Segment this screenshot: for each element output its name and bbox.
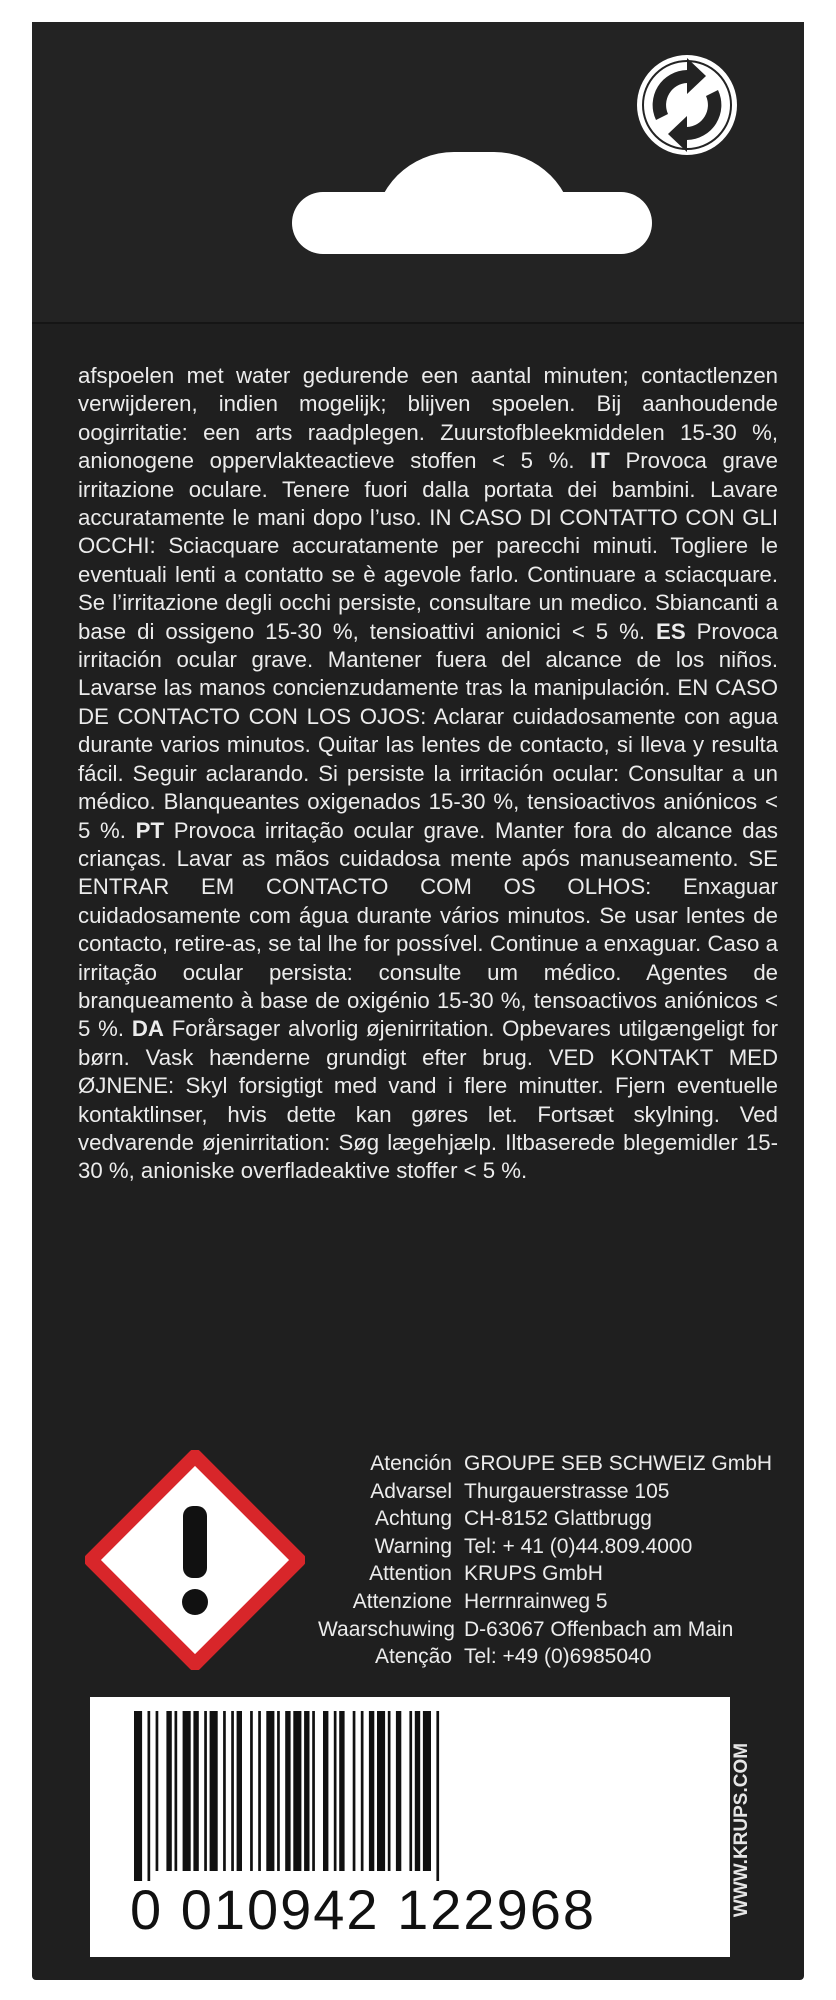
barcode-bar (415, 1711, 420, 1871)
contact-row (318, 1560, 778, 1588)
website-url (722, 1705, 762, 1955)
barcode-bar (210, 1711, 218, 1871)
barcode-bar (293, 1711, 301, 1871)
contact-row (318, 1450, 778, 1478)
contact-row (318, 1533, 778, 1561)
barcode-bar (334, 1711, 337, 1871)
barcode-bar (423, 1711, 431, 1871)
barcode-bar (436, 1711, 439, 1881)
contact-value: CH-8152 Glattbrugg (464, 1507, 652, 1531)
barcode-bar (369, 1711, 374, 1871)
barcode-bar (175, 1711, 178, 1871)
it-code: IT (590, 448, 610, 474)
barcode-bar (409, 1711, 412, 1871)
contact-label: Attenzione (352, 1589, 452, 1613)
barcode-bar (204, 1711, 207, 1871)
barcode-bar (266, 1711, 274, 1871)
barcode-bar (166, 1711, 171, 1871)
contact-row (318, 1505, 778, 1533)
contact-label: Atenção (374, 1645, 452, 1669)
barcode-bar (361, 1711, 364, 1871)
barcode-bar (353, 1711, 356, 1871)
barcode-bar (193, 1711, 198, 1871)
barcode-bar (250, 1711, 253, 1871)
barcode-digits: 0 010942 122968 (130, 1878, 596, 1941)
ghs-exclamation-hazard-icon (85, 1450, 305, 1670)
es-code: ES (656, 618, 686, 644)
barcode-bar (339, 1711, 344, 1871)
pt-code: PT (135, 817, 165, 843)
hang-slot (292, 192, 652, 254)
da-text: Forårsager alvorlig øjenirritation. Opbevares utilgængeligt for børn. Vask hænderne grundigt efter brug. VED KONTAKT MED ØJNENE: Skyl forsigtigt med vand i flere minutter. Fjern eventuelle kontaktlinser, hvis dette kan gøres let. Fortsæt skylning. Ved vedvarende øjenirritation: Søg lægehjælp. Iltbaserede blegemidler 15-30 %, anioniske overfladeaktive stoffer < 5 %. (78, 1016, 779, 1184)
barcode-bar (388, 1711, 391, 1871)
barcode (90, 1697, 730, 1957)
contact-label: Atención (370, 1452, 452, 1475)
website-text: WWW.KRUPS.COM (731, 1742, 752, 1918)
contact-label: Attention (369, 1562, 452, 1586)
contact-value: D-63067 Offenbach am Main (464, 1617, 734, 1641)
contact-value: KRUPS GmbH (464, 1562, 603, 1586)
da-code: DA (131, 1016, 164, 1042)
es-text: Provoca irritación ocular grave. Mantener fuera del alcance de los niños. Lavarse las manos concienzudamente tras la manipulación. EN CASO DE CONTACTO CON LOS OJOS: Aclarar cuidadosamente con agua durante varios minutos. Quitar las lentes de contacto, si lleva y resulta fácil. Seguir aclarando. Si persiste la irritación ocular: Consultar a un médico. Blanqueantes oxigenados 15-30 %, tensioactivos aniónicos < 5 %. (78, 618, 779, 843)
contact-value: GROUPE SEB SCHWEIZ GmbH (464, 1452, 773, 1475)
hang-tab (32, 22, 804, 324)
contact-row (318, 1643, 778, 1671)
barcode-bar (304, 1711, 309, 1871)
contact-row (318, 1478, 778, 1506)
barcode-bar (183, 1711, 191, 1871)
contact-label: Advarsel (370, 1479, 452, 1503)
contact-value: Herrnrainweg 5 (464, 1589, 608, 1613)
barcode-bar (231, 1711, 234, 1871)
barcode-bar (237, 1711, 242, 1871)
product-box-back (32, 22, 804, 1980)
contact-list (318, 1450, 778, 1671)
it-text: Provoca grave irritazione oculare. Tenere fuori dalla portata dei bambini. Lavare accuratamente le mani dopo l’uso. IN CASO DI CONTATTO CON GLI OCCHI: Sciacquare accuratamente per parecchi minuti. Togliere le eventuali lenti a contatto se è agevole farlo. Continuare a sciacquare. Se l’irritazione degli occhi persiste, consultare un medico. Sbiancanti a base di ossigeno 15-30 %, tensioattivi anionici < 5 %. (78, 448, 778, 644)
contact-label: Achtung (374, 1507, 452, 1531)
nl-text: afspoelen met water gedurende een aantal minuten; contactlenzen verwijderen, indien mogelijk; blijven spoelen. Bij aanhoudende oogirritatie: een arts raadplegen. Zuurstofbleekmiddelen 15-30 %, anionogene oppervlakteactieve stoffen < 5 %. (78, 363, 778, 474)
barcode-bar (223, 1711, 226, 1871)
barcode-bar (377, 1711, 385, 1871)
barcode-bar (323, 1711, 328, 1871)
barcode-bar (258, 1711, 261, 1871)
contact-row (318, 1588, 778, 1616)
contact-value: Tel: +49 (0)6985040 (464, 1645, 652, 1669)
barcode-bar (156, 1711, 159, 1871)
barcode-bar (285, 1711, 290, 1871)
barcode-bar (148, 1711, 151, 1881)
contact-row (318, 1616, 778, 1644)
barcode-bar (277, 1711, 280, 1871)
contact-value: Thurgauerstrasse 105 (464, 1479, 670, 1503)
contact-label: Waarschuwing (318, 1617, 455, 1641)
barcode-bars (130, 1711, 690, 1881)
barcode-bar (312, 1711, 315, 1871)
barcode-bar (396, 1711, 401, 1871)
barcode-bar (134, 1711, 142, 1881)
contact-value: Tel: + 41 (0)44.809.4000 (464, 1534, 693, 1558)
contact-label: Warning (374, 1534, 452, 1558)
safety-text (78, 362, 778, 1186)
green-dot-recycle-icon (632, 50, 742, 160)
pt-text: Provoca irritação ocular grave. Manter fora do alcance das crianças. Lavar as mãos cuidadosa mente após manuseamento. SE ENTRAR EM CONTACTO COM OS OLHOS: Enxaguar cuidadosamente com água durante vários minutos. Se usar lentes de contacto, retire-as, se tal lhe for possível. Continue a enxaguar. Caso a irritação ocular persista: consulte um médico. Agentes de branqueamento à base de oxigénio 15-30 %, tensoactivos aniónicos < 5 %. (78, 817, 778, 1042)
